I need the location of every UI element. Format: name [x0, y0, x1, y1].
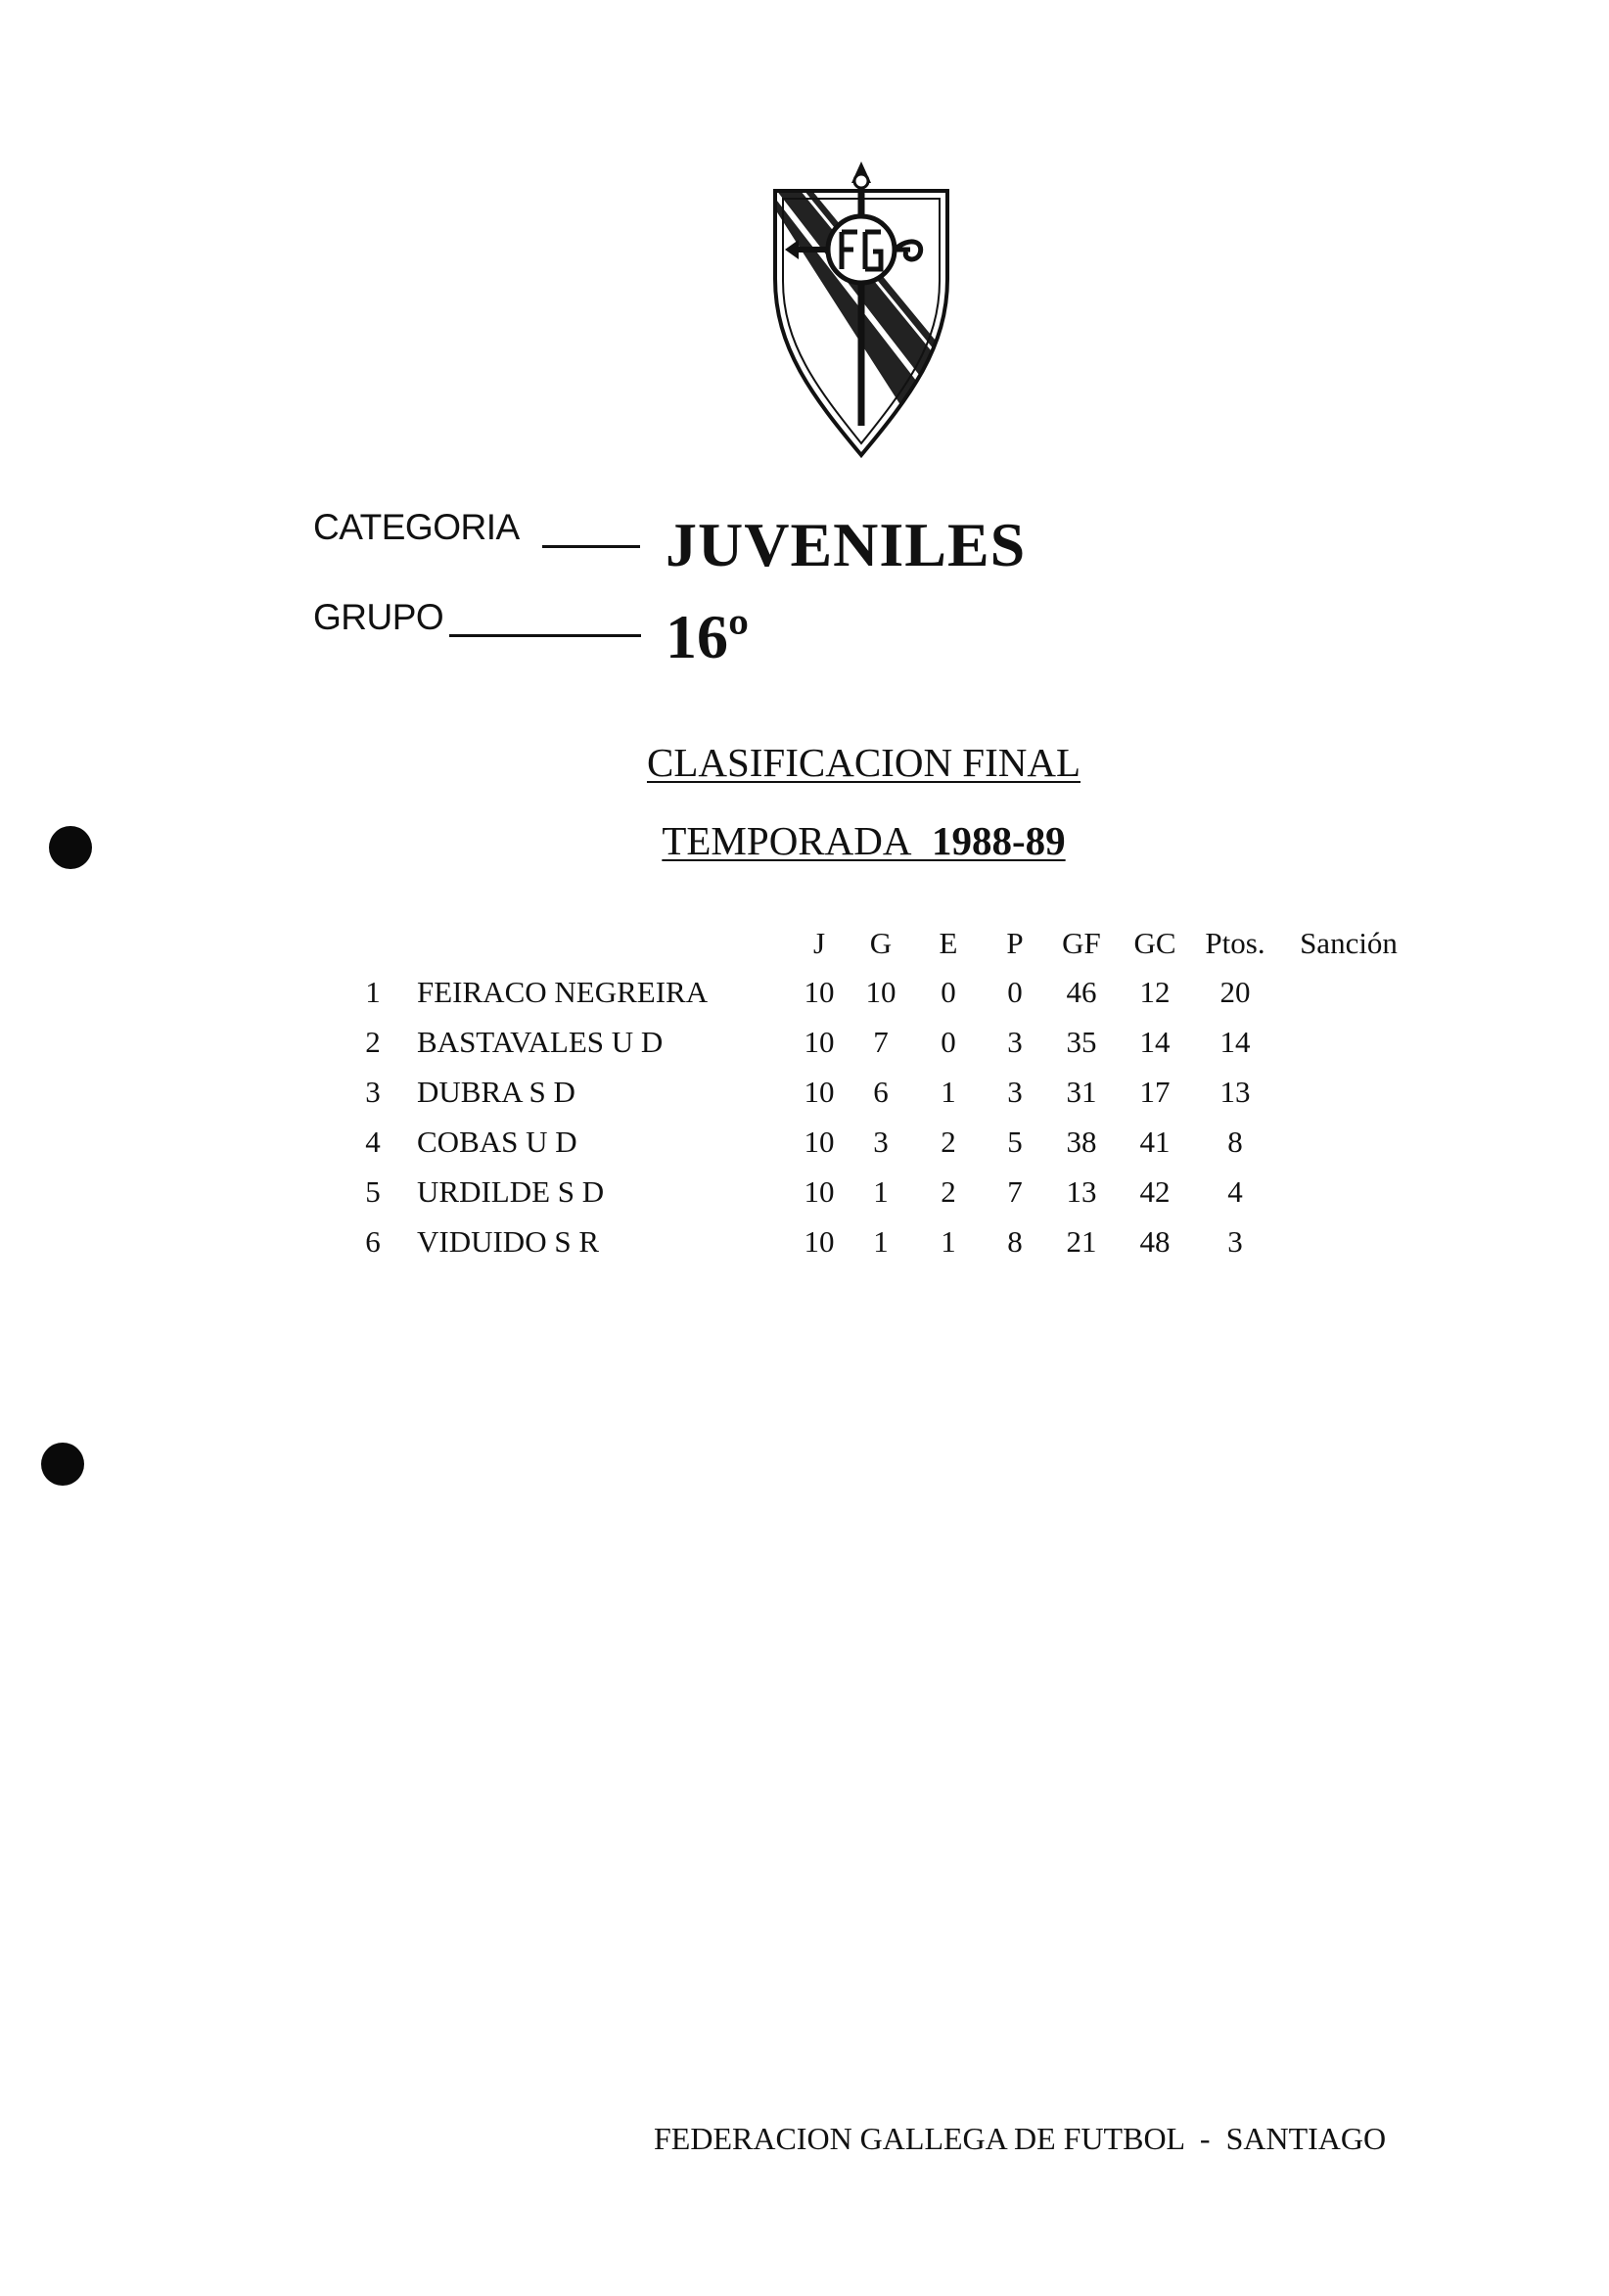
row-g: 6	[873, 1074, 889, 1109]
row-gc: 14	[1139, 1024, 1171, 1059]
row-p: 8	[1007, 1223, 1023, 1259]
column-header-gf: GF	[1062, 926, 1101, 960]
row-position: 3	[365, 1074, 381, 1109]
row-gc: 42	[1139, 1173, 1171, 1209]
group-label: GRUPO	[313, 597, 444, 637]
row-p: 3	[1007, 1024, 1023, 1059]
column-header-pts: Ptos.	[1205, 926, 1265, 960]
row-pts: 8	[1227, 1124, 1243, 1159]
row-gf: 38	[1066, 1124, 1097, 1159]
page-title	[0, 739, 1609, 786]
table-row	[333, 967, 1422, 1017]
column-header-sancion: Sanción	[1300, 926, 1398, 960]
row-p: 3	[1007, 1074, 1023, 1109]
row-pts: 20	[1219, 974, 1251, 1009]
category-value: JUVENILES	[666, 510, 1027, 579]
row-position: 2	[365, 1024, 381, 1059]
row-e: 1	[941, 1223, 956, 1259]
row-e: 0	[941, 1024, 956, 1059]
column-header-g: G	[869, 926, 893, 960]
row-pts: 14	[1219, 1024, 1251, 1059]
column-header-j: J	[812, 926, 826, 960]
table-row	[333, 1067, 1422, 1117]
row-team: COBAS U D	[417, 1124, 577, 1159]
row-gf: 13	[1066, 1173, 1097, 1209]
row-e: 1	[941, 1074, 956, 1109]
season-heading	[0, 817, 1609, 864]
season-label: TEMPORADA	[662, 818, 912, 863]
row-j: 10	[804, 974, 835, 1009]
row-team: DUBRA S D	[417, 1074, 575, 1109]
column-header-p: P	[1006, 926, 1024, 960]
row-gc: 17	[1139, 1074, 1171, 1109]
row-p: 0	[1007, 974, 1023, 1009]
row-gf: 31	[1066, 1074, 1097, 1109]
row-gf: 46	[1066, 974, 1097, 1009]
row-e: 0	[941, 974, 956, 1009]
season-year: 1988-89	[931, 818, 1066, 863]
row-pts: 13	[1219, 1074, 1251, 1109]
row-g: 3	[873, 1124, 889, 1159]
row-e: 2	[941, 1124, 956, 1159]
column-header-gc: GC	[1133, 926, 1176, 960]
row-sancion	[1275, 1017, 1422, 1067]
row-gc: 41	[1139, 1124, 1171, 1159]
row-j: 10	[804, 1173, 835, 1209]
row-sancion	[1275, 1117, 1422, 1167]
row-p: 7	[1007, 1173, 1023, 1209]
table-row	[333, 1117, 1422, 1167]
row-team: FEIRACO NEGREIRA	[417, 974, 709, 1009]
row-g: 10	[865, 974, 896, 1009]
group-underline	[449, 634, 641, 637]
standings-table	[333, 920, 1422, 1266]
row-j: 10	[804, 1223, 835, 1259]
row-j: 10	[804, 1124, 835, 1159]
row-e: 2	[941, 1173, 956, 1209]
row-g: 7	[873, 1024, 889, 1059]
row-j: 10	[804, 1074, 835, 1109]
row-sancion	[1275, 967, 1422, 1017]
column-header-e: E	[939, 926, 958, 960]
row-team: URDILDE S D	[417, 1173, 605, 1209]
category-underline	[542, 545, 640, 548]
row-j: 10	[804, 1024, 835, 1059]
row-gf: 35	[1066, 1024, 1097, 1059]
table-row	[333, 1217, 1422, 1266]
row-team: BASTAVALES U D	[417, 1024, 664, 1059]
row-gf: 21	[1066, 1223, 1097, 1259]
page-title-text: CLASIFICACION FINAL	[646, 740, 1081, 785]
row-p: 5	[1007, 1124, 1023, 1159]
table-header-row	[333, 920, 1422, 967]
row-team: VIDUIDO S R	[417, 1223, 599, 1259]
table-row	[333, 1167, 1422, 1217]
row-position: 4	[365, 1124, 381, 1159]
row-pts: 4	[1227, 1173, 1243, 1209]
table-row	[333, 1017, 1422, 1067]
row-g: 1	[873, 1223, 889, 1259]
row-gc: 48	[1139, 1223, 1171, 1259]
footer-text: FEDERACION GALLEGA DE FUTBOL - SANTIAGO	[654, 2121, 1387, 2156]
row-gc: 12	[1139, 974, 1171, 1009]
group-value: 16º	[666, 602, 750, 671]
row-sancion	[1275, 1067, 1422, 1117]
category-label: CATEGORIA	[313, 507, 520, 547]
row-g: 1	[873, 1173, 889, 1209]
row-pts: 3	[1227, 1223, 1243, 1259]
punch-hole-bottom	[41, 1443, 84, 1486]
federation-crest-icon	[763, 161, 959, 465]
row-sancion	[1275, 1167, 1422, 1217]
row-position: 1	[365, 974, 381, 1009]
row-sancion	[1275, 1217, 1422, 1266]
row-position: 5	[365, 1173, 381, 1209]
row-position: 6	[365, 1223, 381, 1259]
